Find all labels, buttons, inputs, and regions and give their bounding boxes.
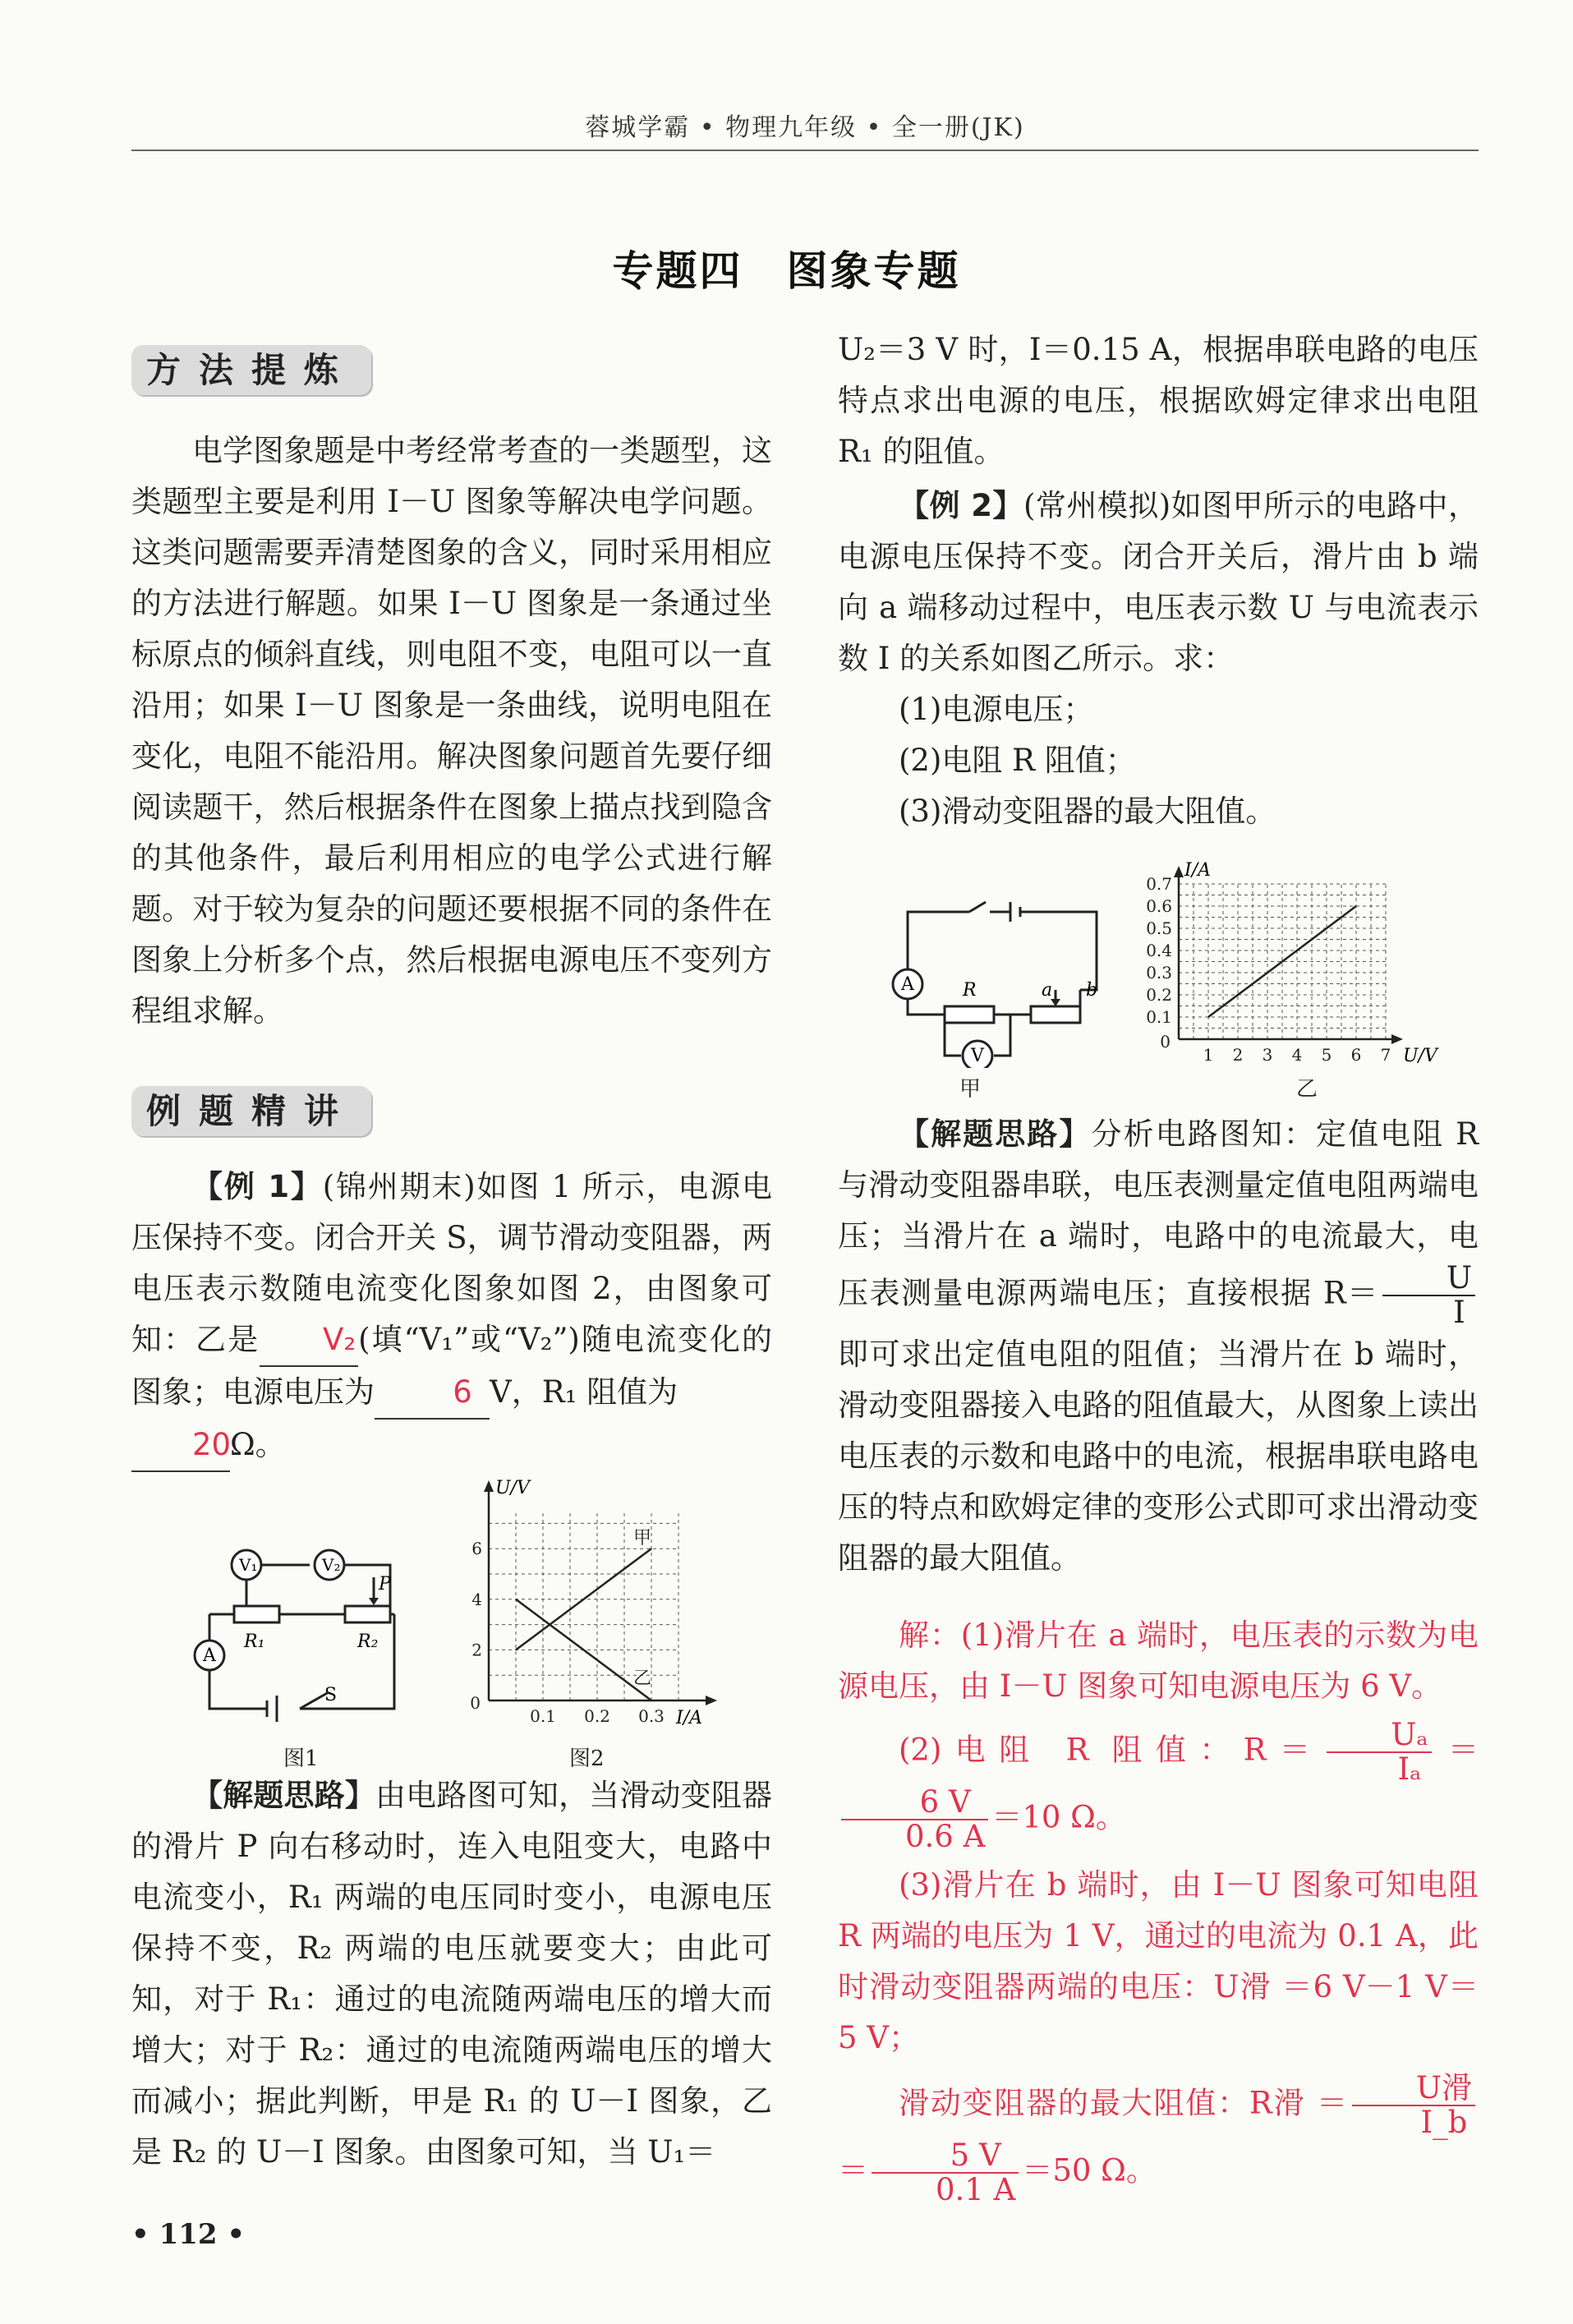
figyi-ytick: 0.3 bbox=[1146, 963, 1172, 983]
figyi-origin: 0 bbox=[1160, 1032, 1171, 1052]
figure-jia-caption: 甲 bbox=[959, 1077, 982, 1102]
fig2-ytick: 2 bbox=[471, 1640, 482, 1660]
fig2-xtick: 0.3 bbox=[638, 1706, 665, 1726]
example2-source: (常州模拟) bbox=[1023, 488, 1171, 523]
figure-yi-caption: 乙 bbox=[1296, 1077, 1318, 1102]
fig2-xlabel: I/A bbox=[676, 1708, 702, 1728]
terminal-b-label: b bbox=[1086, 980, 1098, 1001]
fig2-ytick: 6 bbox=[471, 1539, 482, 1559]
figyi-xtick: 5 bbox=[1321, 1045, 1332, 1065]
figyi-xlabel: U/V bbox=[1403, 1046, 1437, 1066]
voltmeter-v2-label: V₂ bbox=[322, 1555, 341, 1575]
answer-blank-2: 6 bbox=[375, 1367, 490, 1420]
example2-analysis-label: 【解题思路】 bbox=[899, 1116, 1092, 1152]
example2-solution bbox=[838, 1610, 1479, 2207]
example1-analysis-continued: U₂＝3 V 时，I＝0.15 A，根据串联电路的电压特点求出电源的电压，根据欧姆定律求出电阻 R₁ 的阻值。 【例 2】(常州模拟)如图甲所示的电路中，电源电压保持不变。闭合开关后，滑片由 b 端向 a 端移动过程中，电压表示数 U 与电流表示数 I 的关系如图乙所示。求： (1)电源电压； (2)电阻 R 阻值； (3)滑动变阻器的最大阻值。 bbox=[838, 324, 1479, 837]
voltmeter-label-2: V bbox=[971, 1046, 984, 1066]
method-section bbox=[131, 426, 772, 1037]
figyi-ylabel: I/A bbox=[1184, 860, 1211, 881]
figyi-ytick: 0.7 bbox=[1146, 874, 1172, 894]
figure2-caption: 图2 bbox=[569, 1746, 605, 1771]
examples-badge: 例题精讲 bbox=[131, 1084, 371, 1134]
ammeter-label: A bbox=[203, 1645, 216, 1666]
figure1-circuit bbox=[185, 1520, 423, 1733]
example1-analysis-label: 【解题思路】 bbox=[192, 1778, 375, 1813]
question-2: (2)电阻 R 阻值； bbox=[899, 743, 1136, 778]
figure-yi-chart bbox=[1142, 854, 1446, 1076]
figure2-chart bbox=[456, 1470, 727, 1742]
figyi-ytick: 0.1 bbox=[1146, 1007, 1172, 1027]
answer-blank-1: V₂ bbox=[260, 1314, 358, 1367]
figyi-xtick: 6 bbox=[1350, 1045, 1362, 1065]
solution-1: 解：(1)滑片在 a 端时，电压表的示数为电源电压，由 I－U 图象可知电源电压为 6 V。 bbox=[838, 1618, 1479, 1704]
formula-r-u-over-i: $\frac{U}{I}$ bbox=[1382, 1262, 1475, 1329]
ammeter-label-2: A bbox=[901, 974, 914, 995]
solution-3: (3)滑片在 b 端时，由 I－U 图象可知电阻 R 两端的电压为 1 V，通过的电流为 0.1 A，此时滑动变阻器两端的电压：U滑 ＝6 V－1 V＝5 V； bbox=[838, 1867, 1479, 2055]
method-paragraph: 电学图象题是中考经常考查的一类题型，这类题型主要是利用 I－U 图象等解决电学问题。这类问题需要弄清楚图象的含义，同时采用相应的方法进行解题。如果 I－U 图象是一条通过坐标原点的倾斜直线，则电阻不变，电阻可以一直沿用；如果 I－U 图象是一条曲线，说明电阻在变化，电阻不能沿用。解决图象问题首先要仔细阅读题干，然后根据条件在图象上描点找到隐含的其他条件，最后利用相应的电学公式进行解题。对于较为复杂的问题还要根据不同的条件在图象上分析多个点，然后根据电源电压不变列方程组求解。 bbox=[131, 433, 772, 1029]
figure-jia-circuit bbox=[871, 887, 1117, 1068]
method-badge: 方法提炼 bbox=[131, 343, 371, 393]
example1-text: 【例 1】(锦州期末)如图 1 所示，电源电压保持不变。闭合开关 S，调节滑动变阻器，两电压表示数随电流变化图象如图 2，由图象可知：乙是 V₂(填“V₁”或“V₂”)随电流变化的图象；电源电压为 6 V，R₁ 阻值为 20Ω。 bbox=[131, 1162, 772, 1472]
fig2-series-label-1: 乙 bbox=[633, 1668, 652, 1689]
question-3: (3)滑动变阻器的最大阻值。 bbox=[899, 794, 1276, 829]
page-number: • 112 • bbox=[131, 2218, 246, 2251]
r1-label: R₁ bbox=[244, 1631, 265, 1652]
example2-analysis: 【解题思路】分析电路图知：定值电阻 R 与滑动变阻器串联，电压表测量定值电阻两端电压；当滑片在 a 端时，电路中的电流最大，电压表测量电源两端电压；直接根据 R＝ $\frac{U}{I}$ 即可求出定值电阻的阻值；当滑片在 b 端时，滑动变阻器接入电路的阻值最大，从图象上读出电压表的示数和电路中的电流，根据串联电路电压的特点和欧姆定律的变形公式即可求出滑动变阻器的最大阻值。 bbox=[838, 1116, 1479, 1576]
fig2-ytick: 4 bbox=[471, 1589, 482, 1609]
r2-label: R₂ bbox=[357, 1631, 379, 1652]
example1-analysis: 【解题思路】由电路图可知，当滑动变阻器的滑片 P 向右移动时，连入电阻变大，电路中电流变小，R₁ 两端的电压同时变小，电源电压保持不变，R₂ 两端的电压就要变大；由此可知，对于 R₁：通过的电流随两端电压的增大而增大；对于 R₂：通过的电流随两端电压的增大而减小；据此判断，甲是 R₁ 的 U－I 图象，乙是 R₂ 的 U－I 图象。由图象可知，当 U₁＝ bbox=[131, 1778, 772, 2170]
figyi-xtick: 3 bbox=[1262, 1045, 1273, 1065]
fig2-ylabel: U/V bbox=[495, 1478, 530, 1498]
figyi-ytick: 0.4 bbox=[1146, 941, 1172, 960]
solution-4: 滑动变阻器的最大阻值：R滑 ＝ $\frac{\text{U滑}}{I\_b}$ ＝ $\frac{5 V}{0.1 A}$ ＝50 Ω。 bbox=[838, 2072, 1479, 2207]
example1-label: 【例 1】 bbox=[192, 1169, 323, 1204]
figyi-xtick: 2 bbox=[1232, 1045, 1244, 1065]
switch-label: S bbox=[324, 1685, 338, 1705]
figyi-series-line-0 bbox=[1208, 906, 1356, 1017]
terminal-a-label: a bbox=[1042, 980, 1053, 1001]
page-title: 专题四 图象专题 bbox=[612, 247, 961, 295]
figure1-caption: 图1 bbox=[283, 1746, 319, 1771]
fig2-xtick: 0.2 bbox=[584, 1706, 610, 1726]
r-label: R bbox=[963, 980, 977, 1001]
running-header: 蓉城学霸 • 物理九年级 • 全一册(JK) bbox=[585, 113, 1025, 142]
figyi-ytick: 0.2 bbox=[1146, 985, 1172, 1005]
fig2-xtick: 0.1 bbox=[530, 1706, 556, 1726]
solution-2: (2)电阻 R 阻值：R＝ $\frac{\text{Uₐ}}{\text{Iₐ}}$ ＝ $\frac{6 V}{0.6 A}$ ＝10 Ω。 bbox=[838, 1719, 1479, 1853]
example1-source: (锦州期末) bbox=[322, 1169, 476, 1204]
figyi-ytick: 0.5 bbox=[1146, 918, 1172, 938]
fig2-origin: 0 bbox=[470, 1693, 481, 1713]
figyi-xtick: 7 bbox=[1380, 1045, 1391, 1065]
question-1: (1)电源电压； bbox=[899, 692, 1094, 727]
figyi-ytick: 0.6 bbox=[1146, 896, 1172, 916]
fig2-series-label-0: 甲 bbox=[633, 1528, 652, 1549]
answer-blank-3: 20 bbox=[131, 1420, 230, 1472]
header-rule bbox=[131, 150, 1479, 151]
figyi-xtick: 1 bbox=[1203, 1045, 1214, 1065]
slider-p-label: P bbox=[379, 1574, 391, 1595]
figyi-xtick: 4 bbox=[1291, 1045, 1303, 1065]
example2-label: 【例 2】 bbox=[899, 488, 1023, 523]
voltmeter-v1-label: V₁ bbox=[239, 1555, 258, 1575]
